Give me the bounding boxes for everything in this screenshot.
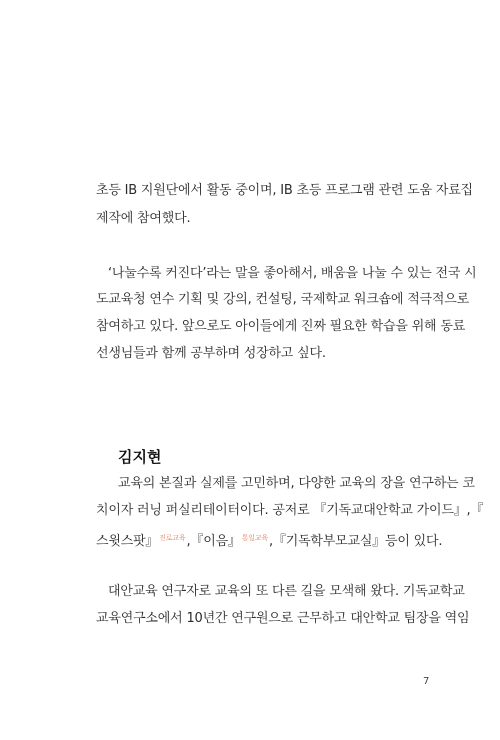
- paragraph-line: 도교육청 연수 기획 및 강의, 컨설팅, 국제학교 워크숍에 적극적으로: [96, 292, 469, 307]
- book-title-sweet-spot: 스윗스팟』: [96, 534, 159, 549]
- paragraph-line: 제작에 참여했다.: [96, 211, 191, 226]
- book-category-note: 진로교육: [159, 534, 186, 542]
- paragraph-line: 참여하고 있다. 앞으로도 아이들에게 진짜 필요한 학습을 위해 동료: [96, 319, 466, 334]
- paragraph-line: ‘나눌수록 커진다’라는 말을 좋아해서, 배움을 나눌 수 있는 전국 시: [108, 266, 477, 281]
- bio-line: 치이자 러닝 퍼실리테이터이다. 공저로 『기독교대안학교 가이드』,『: [96, 503, 484, 518]
- author-name-heading: 김지현: [118, 448, 162, 466]
- bio-line: 교육연구소에서 10년간 연구원으로 근무하고 대안학교 팀장을 역임: [96, 611, 470, 626]
- paragraph-line: 선생님들과 함께 공부하며 성장하고 싶다.: [96, 346, 326, 361]
- paragraph-line: 초등 IB 지원단에서 활동 중이며, IB 초등 프로그램 관련 도움 자료집: [96, 183, 473, 198]
- bio-line: [96, 528, 442, 552]
- bio-line: 대안교육 연구자로 교육의 또 다른 길을 모색해 왔다. 기독교학교: [108, 584, 465, 599]
- book-category-note: 통일교육: [241, 534, 268, 542]
- bio-line: 교육의 본질과 실제를 고민하며, 다양한 교육의 장을 연구하는 코: [118, 476, 475, 491]
- book-title-ieum: ,『이음』: [186, 534, 241, 549]
- book-title-parents-class: ,『기독학부모교실』등이 있다.: [268, 534, 443, 549]
- page-number: 7: [423, 676, 430, 687]
